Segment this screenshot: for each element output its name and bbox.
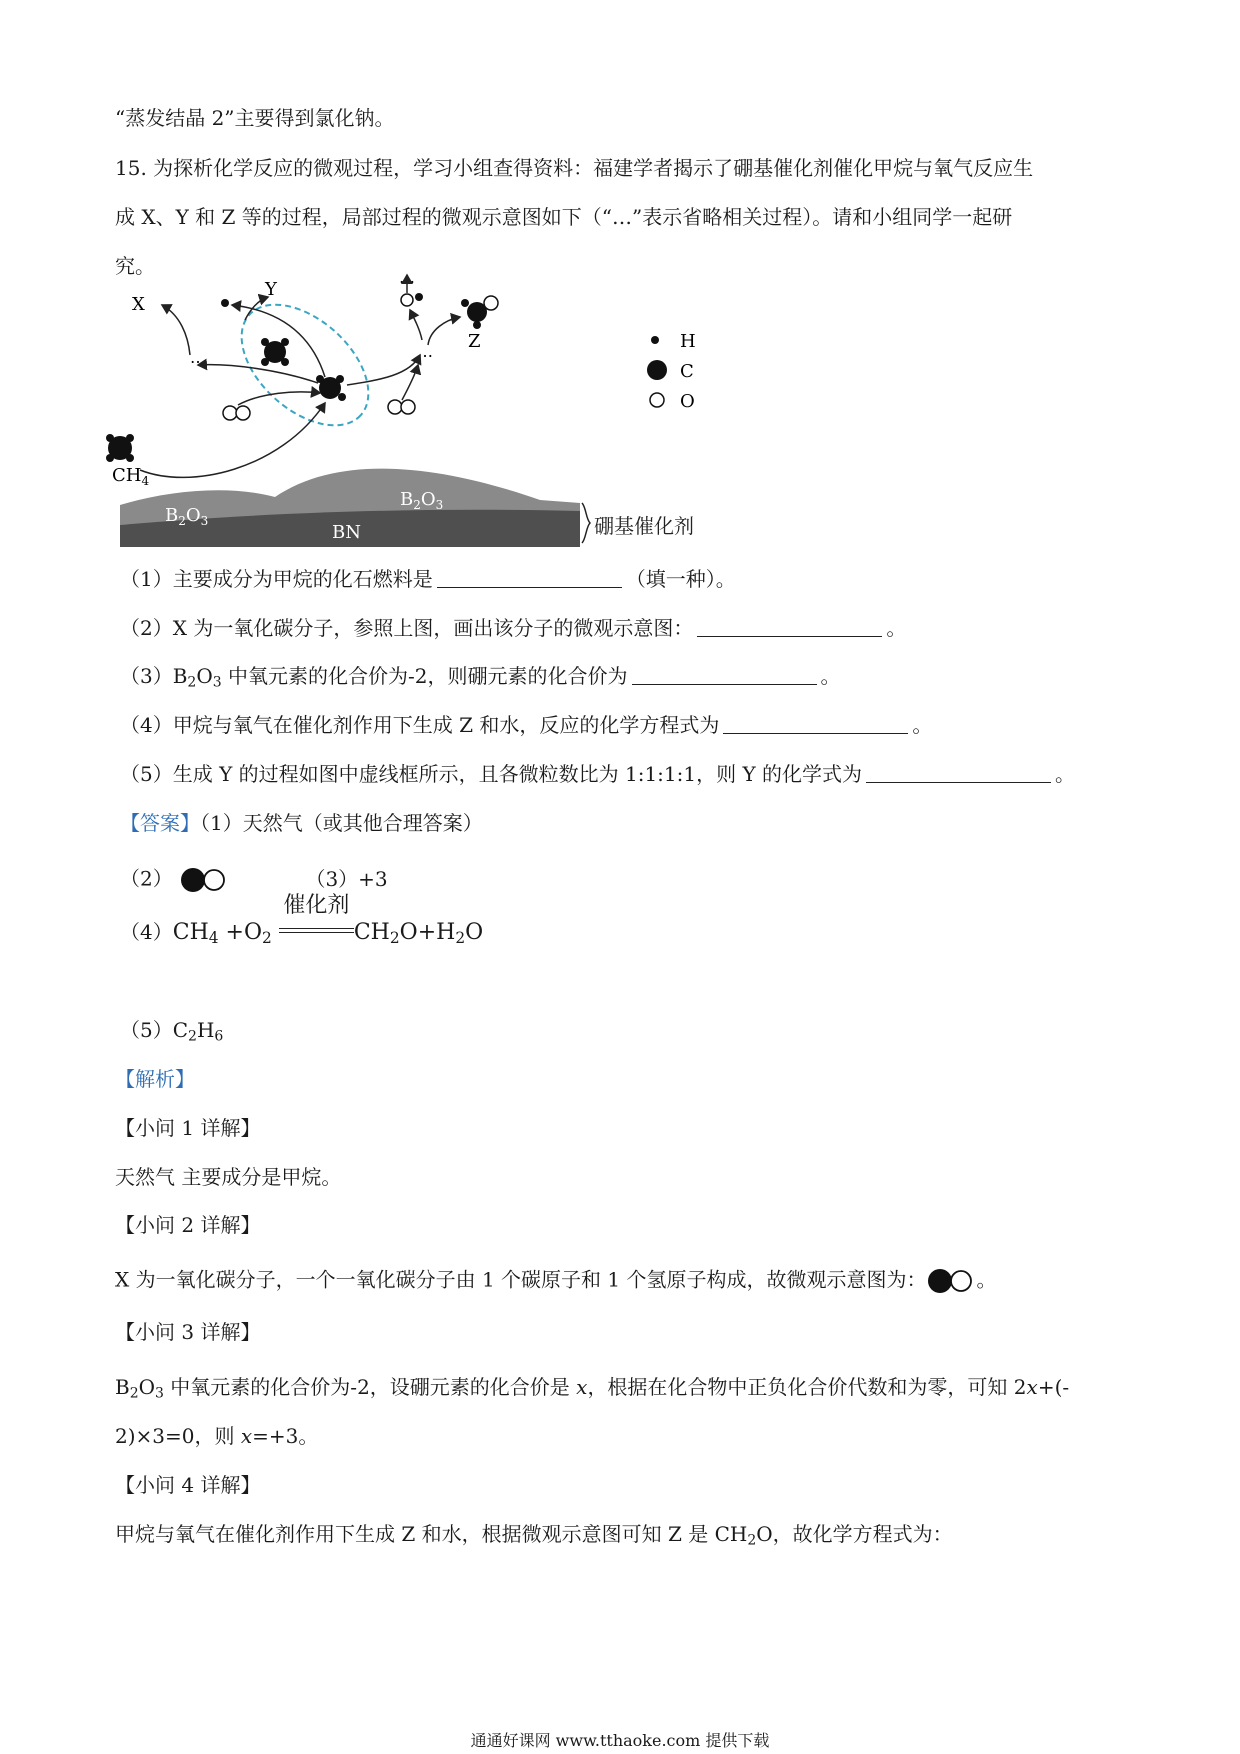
question-line-3: 究。	[115, 254, 155, 278]
legend-o: O	[680, 391, 695, 412]
answer-label: 【答案】	[120, 811, 200, 835]
answer-blank-3[interactable]	[632, 666, 817, 685]
ch4-label: $CH_4$	[112, 465, 150, 488]
ch3-molecule-surface	[316, 375, 346, 401]
answer-line-5: $(5)C_2H_6$	[120, 1018, 224, 1045]
ellipsis-right: …	[417, 342, 433, 361]
question-line-1: 15. 为探析化学反应的微观过程，学习小组查得资料：福建学者揭示了硼基催化剂催化甲烷与氧气反应生	[115, 156, 1034, 180]
sub-answer-2-heading: 【小问 2 详解】	[115, 1213, 261, 1237]
ch4-molecule	[106, 434, 134, 462]
answer-line-1: 【答案】（1）天然气（或其他合理答案）	[120, 811, 483, 835]
catalyst-arrow: 催化剂	[279, 920, 354, 950]
sub-answer-4-text: 甲烷与氧气在催化剂作用下生成 Z 和水，根据微观示意图可知 Z 是 $CH_2O$，故化学方程式为：	[115, 1522, 953, 1549]
bn-label: BN	[332, 522, 361, 543]
sub-question-5: （5）生成 Y 的过程如图中虚线框所示，且各微粒数比为 1:1:1:1，则 Y 的化学式为 。	[120, 762, 1076, 786]
sub-answer-3-text: $B_2O_3$ 中氧元素的化合价为-2，设硼元素的化合价是 x，根据在化合物中正负化合价代数和为零，可知 2x+(-	[115, 1375, 1070, 1402]
legend-h: H	[680, 331, 696, 352]
sub-question-2: （2）X 为一氧化碳分子，参照上图，画出该分子的微观示意图： 。	[120, 616, 907, 640]
ellipsis-top: …	[399, 268, 415, 287]
sub-answer-2-text: X 为一氧化碳分子，一个一氧化碳分子由 1 个碳原子和 1 个氢原子构成，故微观示意图为： 。	[115, 1267, 996, 1295]
b2o3-label-right: $B_2O_3$	[400, 489, 444, 512]
answer-blank-2[interactable]	[697, 618, 882, 637]
sub-question-4: （4）甲烷与氧气在催化剂作用下生成 Z 和水，反应的化学方程式为 。	[120, 713, 933, 737]
answer-blank-1[interactable]	[437, 569, 622, 588]
z-molecule	[461, 296, 498, 329]
sub-answer-1-text: 天然气 主要成分是甲烷。	[115, 1165, 342, 1189]
sub-question-1: （1）主要成分为甲烷的化石燃料是 （填一种）。	[120, 567, 736, 591]
legend-c: C	[680, 361, 694, 382]
footer-source: 通通好课网 www.tthaoke.com 提供下载	[470, 1731, 770, 1750]
question-line-2: 成 X、Y 和 Z 等的过程，局部过程的微观示意图如下（“…”表示省略相关过程）。请和小组同学一起研	[115, 205, 1013, 229]
sub-question-3: $(3)B_2O_3$ 中氧元素的化合价为-2，则硼元素的化合价为 。	[120, 664, 841, 691]
sub-answer-4-heading: 【小问 4 详解】	[115, 1473, 261, 1497]
ch4-molecule-center	[261, 338, 289, 366]
answer-blank-5[interactable]	[866, 764, 1051, 783]
oh-fragment	[401, 293, 423, 306]
o2-molecule-right	[388, 400, 415, 414]
label-z: Z	[468, 331, 481, 352]
catalyst-label: 硼基催化剂	[594, 514, 694, 538]
ellipsis-left: …	[190, 348, 206, 367]
sub-answer-3-text-line2: 2)×3=0，则 x=+3。	[115, 1424, 319, 1448]
co-molecule-icon	[179, 866, 229, 894]
answer-blank-4[interactable]	[723, 715, 908, 734]
co-molecule-icon	[926, 1267, 976, 1295]
answer-equation: $(4)CH_4 +O_2$ 催化剂 $CH_2O+H_2O$	[120, 920, 483, 950]
label-y: Y	[265, 279, 277, 300]
analysis-label: 【解析】	[115, 1067, 195, 1091]
b2o3-label-left: $B_2O_3$	[165, 505, 209, 528]
o2-molecule-left	[223, 406, 250, 420]
sub-answer-3-heading: 【小问 3 详解】	[115, 1320, 261, 1344]
reaction-diagram	[110, 268, 730, 545]
label-x: X	[132, 294, 145, 315]
top-note: “蒸发结晶 2”主要得到氯化钠。	[115, 106, 395, 130]
h-atom	[221, 299, 229, 307]
sub-answer-1-heading: 【小问 1 详解】	[115, 1116, 261, 1140]
answer-line-2: （2） （3）+3	[120, 866, 388, 894]
